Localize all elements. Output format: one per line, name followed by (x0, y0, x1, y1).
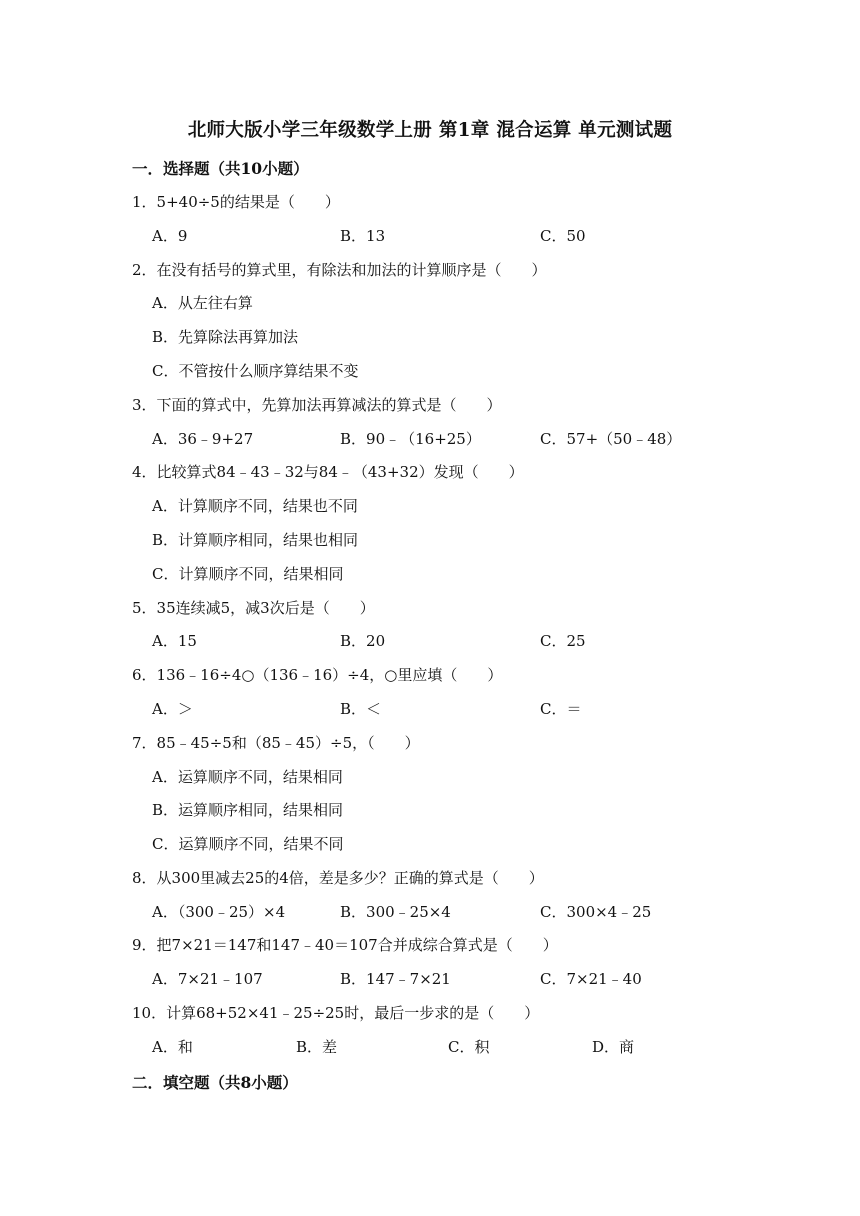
option-b: B．90﹣（16+25） (340, 430, 481, 448)
option-a: A．从左往右算 (152, 294, 253, 312)
option-a: A．9 (152, 227, 188, 245)
option-a: A．36﹣9+27 (152, 430, 254, 448)
option-b: B．差 (296, 1038, 338, 1056)
option-a: A．运算顺序不同，结果相同 (152, 768, 343, 786)
option-b: B．20 (340, 632, 386, 650)
option-b: B．147﹣7×21 (340, 970, 451, 988)
option-c: C．7×21﹣40 (540, 970, 642, 988)
question-stem: 5．35连续减5，减3次后是（ ） (132, 599, 375, 617)
option-b: B．运算顺序相同，结果相同 (152, 801, 344, 819)
option-c: C．25 (540, 632, 586, 650)
option-a: A．＞ (152, 700, 193, 718)
option-c: C．计算顺序不同，结果相同 (152, 565, 344, 583)
option-c: C．＝ (540, 700, 582, 718)
option-a: A．（300﹣25）×4 (152, 903, 286, 921)
question-stem: 6．136﹣16÷4○（136﹣16）÷4，○里应填（ ） (132, 666, 503, 684)
option-c: C．300×4﹣25 (540, 903, 652, 921)
question-stem: 2．在没有括号的算式里，有除法和加法的计算顺序是（ ） (132, 261, 547, 279)
option-a: A．计算顺序不同，结果也不同 (152, 497, 358, 515)
page-title: 北师大版小学三年级数学上册 第1章 混合运算 单元测试题 (187, 120, 673, 141)
question-stem: 7．85﹣45÷5和（85﹣45）÷5，（ ） (132, 734, 420, 752)
question-stem: 1．5+40÷5的结果是（ ） (132, 193, 340, 211)
question-stem: 9．把7×21＝147和147﹣40＝107合并成综合算式是（ ） (132, 936, 558, 954)
option-c: C．积 (448, 1038, 490, 1056)
section-heading-fill: 二．填空题（共8小题） (132, 1073, 298, 1092)
option-a: A．和 (152, 1038, 193, 1056)
option-b: B．计算顺序相同，结果也相同 (152, 531, 359, 549)
question-stem: 4．比较算式84﹣43﹣32与84﹣（43+32）发现（ ） (132, 463, 524, 481)
section-heading-choice: 一．选择题（共10小题） (132, 159, 309, 178)
question-stem: 3．下面的算式中，先算加法再算减法的算式是（ ） (132, 396, 502, 414)
question-stem: 8．从300里减去25的4倍，差是多少？正确的算式是（ ） (132, 869, 544, 887)
option-b: B．先算除法再算加法 (152, 328, 299, 346)
option-a: A．15 (152, 632, 197, 650)
option-c: C．不管按什么顺序算结果不变 (152, 362, 359, 380)
option-b: B．＜ (340, 700, 382, 718)
option-c: C．50 (540, 227, 586, 245)
option-b: B．300﹣25×4 (340, 903, 451, 921)
option-c: C．57+（50﹣48） (540, 430, 682, 448)
option-b: B．13 (340, 227, 386, 245)
option-a: A．7×21﹣107 (152, 970, 263, 988)
option-d: D．商 (592, 1038, 635, 1056)
question-stem: 10．计算68+52×41﹣25÷25时，最后一步求的是（ ） (132, 1004, 540, 1022)
option-c: C．运算顺序不同，结果不同 (152, 835, 344, 853)
